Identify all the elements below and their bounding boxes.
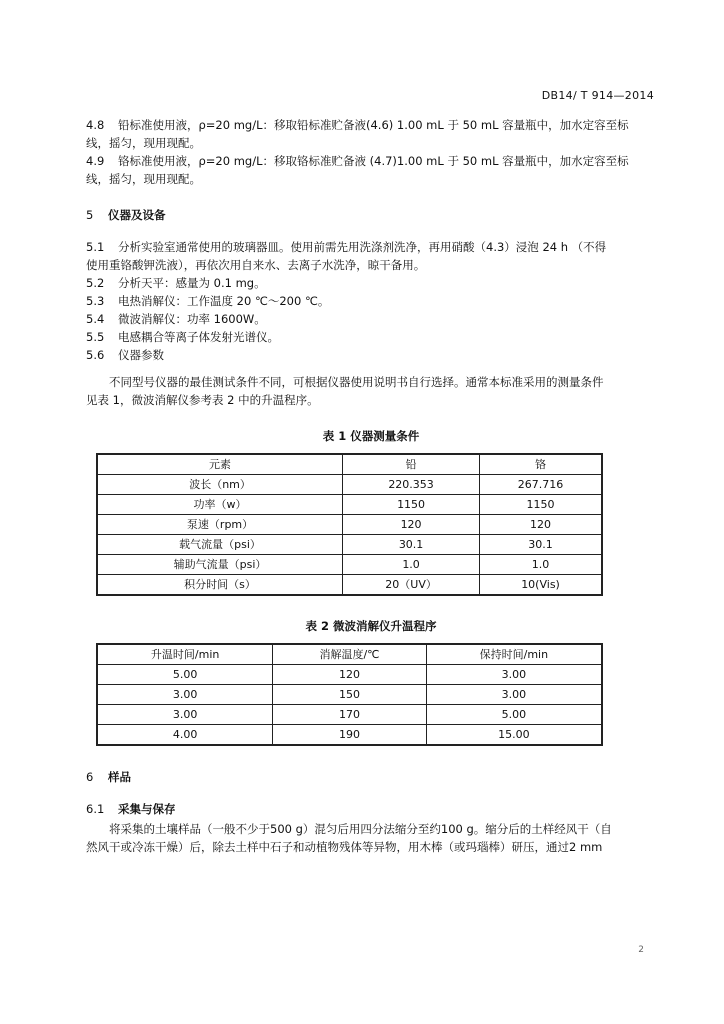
table-cell: 1.0 [343,555,480,575]
table-cell: 泵速（rpm） [97,515,343,535]
table-cell: 120 [480,515,602,535]
paragraph-text: 不同型号仪器的最佳测试条件不同，可根据仪器使用说明书自行选择。通常本标准采用的测量条件 [109,375,604,389]
table-row [97,555,602,575]
table-cell: 30.1 [343,535,480,555]
clause-5-5 [86,328,656,346]
table-header-cell: 升温时间/min [97,644,273,665]
clause-text: 电感耦合等离子体发射光谱仪。 [118,330,279,344]
table-header-row [97,644,602,665]
table-cell: 1.0 [480,555,602,575]
clause-5-6 [86,346,656,364]
paragraph-text-cont: 然风干或冷冻干燥）后，除去土样中石子和动植物残体等异物，用木棒（或玛瑙棒）研压，通过2 mm [86,840,603,854]
table-cell: 10(Vis) [480,575,602,596]
clause-text: 微波消解仪：功率 1600W。 [118,312,266,326]
section-title: 样品 [108,770,131,784]
section-6-1-paragraph [86,820,656,856]
table-1 [96,453,603,596]
clause-number: 5.5 [86,330,105,344]
clause-text-cont: 线，摇匀，现用现配。 [86,172,201,186]
clause-number: 4.9 [86,154,105,168]
table-header-row [97,454,602,475]
section-5-paragraph [86,373,656,409]
table-cell: 15.00 [426,725,602,746]
table-row [97,535,602,555]
clause-5-4 [86,310,656,328]
clause-text-cont: 使用重铬酸钾洗液），再依次用自来水、去离子水洗净，晾干备用。 [86,258,426,272]
table-header-cell: 铬 [480,454,602,475]
table-1-caption: 表 1 仪器测量条件 [322,429,420,443]
clause-text: 分析实验室通常使用的玻璃器皿。使用前需先用洗涤剂洗净，再用硝酸（4.3）浸泡 24 h （不得 [118,240,607,254]
table-row [97,705,602,725]
clause-text: 仪器参数 [118,348,164,362]
table-cell: 5.00 [426,705,602,725]
table-cell: 170 [273,705,426,725]
table-cell: 功率（w） [97,495,343,515]
paragraph-text: 将采集的土壤样品（一般不少于500 g）混匀后用四分法缩分至约100 g。缩分后的土样经风干（自 [109,822,612,836]
table-row [97,685,602,705]
clause-4-8 [86,116,656,152]
table-header-cell: 元素 [97,454,343,475]
clause-number: 5.2 [86,276,105,290]
table-cell: 150 [273,685,426,705]
paragraph-text-cont: 见表 1，微波消解仪参考表 2 中的升温程序。 [86,393,319,407]
clause-text: 铅标准使用液，ρ=20 mg/L：移取铅标准贮备液(4.6) 1.00 mL 于 50 mL 容量瓶中，加水定容至标 [118,118,629,132]
table-cell: 1150 [343,495,480,515]
table-cell: 波长（nm） [97,475,343,495]
table-row [97,725,602,746]
table-cell: 积分时间（s） [97,575,343,596]
clause-number: 5.6 [86,348,105,362]
table-cell: 4.00 [97,725,273,746]
page-number: 2 [638,945,644,955]
table-cell: 267.716 [480,475,602,495]
clause-text: 电热消解仪：工作温度 20 ℃～200 ℃。 [118,294,330,308]
table-cell: 120 [343,515,480,535]
table-cell: 120 [273,665,426,685]
table-cell: 1150 [480,495,602,515]
section-6-heading [86,768,656,786]
table-cell: 辅助气流量（psi） [97,555,343,575]
clause-5-1 [86,238,656,274]
clause-number: 5.3 [86,294,105,308]
table-header-cell: 铅 [343,454,480,475]
standard-code: DB14/ T 914—2014 [541,89,654,102]
subsection-title: 采集与保存 [118,802,176,816]
clause-text: 铬标准使用液，ρ=20 mg/L：移取铬标准贮备液 (4.7)1.00 mL 于 50 mL 容量瓶中，加水定容至标 [118,154,629,168]
table-row [97,495,602,515]
section-number: 6 [86,770,94,784]
clause-text-cont: 线，摇匀，现用现配。 [86,136,201,150]
subsection-number: 6.1 [86,802,105,816]
table-cell: 3.00 [426,685,602,705]
clause-number: 4.8 [86,118,105,132]
table-2 [96,643,603,746]
table-header-cell: 保持时间/min [426,644,602,665]
table-cell: 3.00 [426,665,602,685]
clause-number: 5.4 [86,312,105,326]
section-5-heading [86,206,656,224]
table-header-cell: 消解温度/℃ [273,644,426,665]
table-row [97,665,602,685]
table-cell: 载气流量（psi） [97,535,343,555]
table-row [97,515,602,535]
table-cell: 5.00 [97,665,273,685]
table-cell: 20（UV） [343,575,480,596]
clause-4-9 [86,152,656,188]
table-row [97,575,602,596]
table-cell: 30.1 [480,535,602,555]
table-cell: 3.00 [97,705,273,725]
table-cell: 220.353 [343,475,480,495]
page-content [86,116,656,856]
table-2-caption: 表 2 微波消解仪升温程序 [305,619,437,633]
section-number: 5 [86,208,94,222]
clause-text: 分析天平：感量为 0.1 mg。 [118,276,266,290]
clause-5-3 [86,292,656,310]
subsection-6-1-heading [86,800,656,818]
table-row [97,475,602,495]
table-cell: 190 [273,725,426,746]
clause-number: 5.1 [86,240,105,254]
table-cell: 3.00 [97,685,273,705]
clause-5-2 [86,274,656,292]
section-title: 仪器及设备 [108,208,166,222]
